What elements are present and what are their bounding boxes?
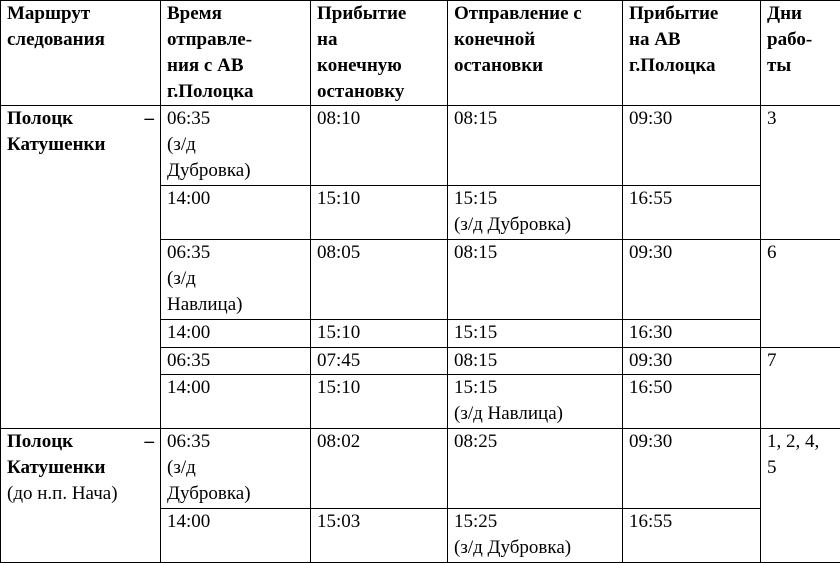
departure-time: 06:35 (з/д Дубровка) — [161, 106, 311, 186]
arrival-time: 15:10 — [311, 375, 448, 429]
return-departure-time: 15:15 (з/д Навлица) — [448, 375, 623, 429]
arrival-time: 08:05 — [311, 240, 448, 320]
return-departure-time: 15:15 (з/д Дубровка) — [448, 186, 623, 240]
days-of-operation: 7 — [761, 348, 840, 429]
departure-time: 06:35 (з/д Навлица) — [161, 240, 311, 320]
table-row — [1, 106, 840, 186]
arrival-time: 08:02 — [311, 429, 448, 509]
arrival-time: 07:45 — [311, 348, 448, 375]
arrival-time: 08:10 — [311, 106, 448, 186]
return-arrival-time: 16:50 — [623, 375, 761, 429]
route-cell — [1, 429, 161, 563]
return-arrival-time: 09:30 — [623, 106, 761, 186]
route-name-line: Полоцк – — [7, 106, 154, 132]
days-of-operation: 6 — [761, 240, 840, 348]
route-name-line: Катушенки — [7, 455, 154, 481]
route-name-note: (до н.п. Нача) — [7, 481, 154, 507]
departure-time: 14:00 — [161, 375, 311, 429]
departure-time: 06:35 — [161, 348, 311, 375]
return-departure-time: 08:15 — [448, 348, 623, 375]
header-departure: Время отправле- ния с АВ г.Полоцка — [161, 1, 311, 106]
return-departure-time: 15:25 (з/д Дубровка) — [448, 509, 623, 563]
return-arrival-time: 09:30 — [623, 240, 761, 320]
departure-time: 14:00 — [161, 186, 311, 240]
departure-time: 06:35 (з/д Дубровка) — [161, 429, 311, 509]
return-departure-time: 08:15 — [448, 240, 623, 320]
table-row — [1, 429, 840, 509]
header-row — [1, 1, 840, 106]
departure-time: 14:00 — [161, 320, 311, 348]
arrival-time: 15:03 — [311, 509, 448, 563]
return-departure-time: 08:25 — [448, 429, 623, 509]
route-cell — [1, 106, 161, 429]
return-arrival-time: 09:30 — [623, 429, 761, 509]
header-arrival-polotsk: Прибытие на АВ г.Полоцка — [623, 1, 761, 106]
return-arrival-time: 16:55 — [623, 509, 761, 563]
days-of-operation: 3 — [761, 106, 840, 240]
arrival-time: 15:10 — [311, 320, 448, 348]
return-arrival-time: 09:30 — [623, 348, 761, 375]
route-name-line: Катушенки — [7, 132, 154, 158]
return-departure-time: 08:15 — [448, 106, 623, 186]
header-route: Маршрут следования — [1, 1, 161, 106]
header-days: Дни рабо- ты — [761, 1, 840, 106]
arrival-time: 15:10 — [311, 186, 448, 240]
header-departure-terminal: Отправление с конечной остановки — [448, 1, 623, 106]
route-name-line: Полоцк – — [7, 429, 154, 455]
return-arrival-time: 16:30 — [623, 320, 761, 348]
header-arrival-terminal: Прибытие на конечную остановку — [311, 1, 448, 106]
return-arrival-time: 16:55 — [623, 186, 761, 240]
days-of-operation: 1, 2, 4, 5 — [761, 429, 840, 563]
return-departure-time: 15:15 — [448, 320, 623, 348]
departure-time: 14:00 — [161, 509, 311, 563]
